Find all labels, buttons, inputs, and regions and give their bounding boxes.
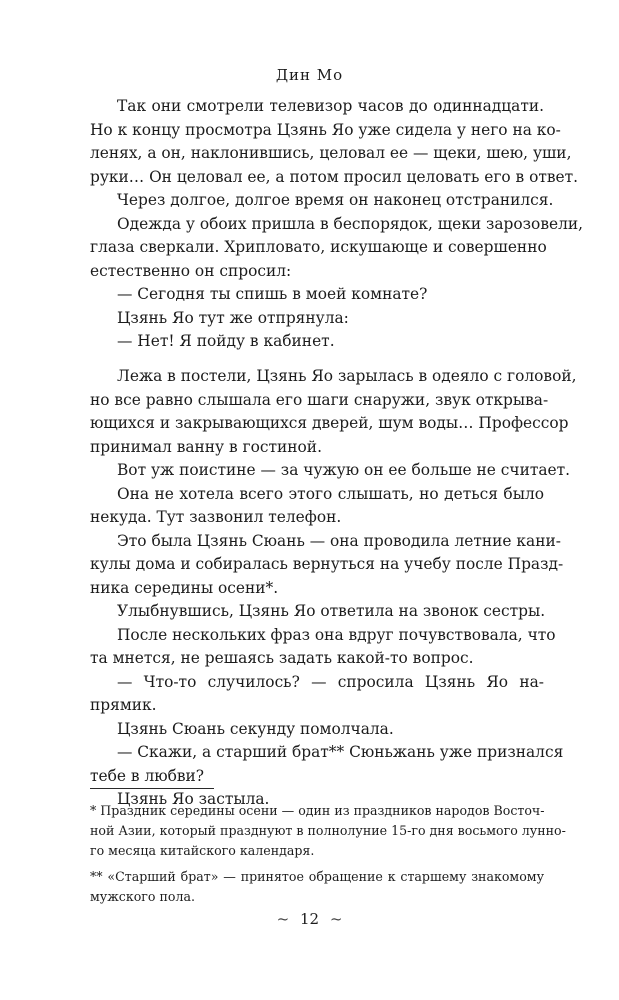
body-line: Улыбнувшись, Цзянь Яо ответила на звонок сестры. [117, 602, 546, 620]
body-line: Лежа в постели, Цзянь Яо зарылась в одеяло с головой, [117, 367, 577, 385]
body-line: но все равно слышала его шаги снаружи, звук открыва- [90, 390, 549, 409]
body-line: — Сегодня ты спишь в моей комнате? [117, 285, 428, 303]
footnote-line: мужского пола. [90, 889, 195, 904]
body-line: ленях, а он, наклонившись, целовал ее — щеки, шею, уши, [90, 144, 572, 162]
body-line: Цзянь Яо тут же отпрянула: [117, 308, 349, 327]
body-line: некуда. Тут зазвонил телефон. [90, 508, 342, 526]
page-number-value: 12 [299, 910, 320, 928]
body-line: Через долгое, долгое время он наконец отстранился. [117, 191, 554, 209]
body-line: Цзянь Яо застыла. [117, 790, 270, 808]
page-number [0, 910, 619, 928]
body-line: глаза сверкали. Хрипловато, искушающе и совершенно [90, 238, 547, 256]
body-line: Она не хотела всего этого слышать, но деться было [117, 484, 544, 503]
body-line: ющихся и закрывающихся дверей, шум воды… Профессор [90, 414, 569, 432]
body-line: Но к концу просмотра Цзянь Яо уже сидела у него на ко- [90, 120, 561, 139]
footnote-line: ной Азии, который празднуют в полнолуние 15-го дня восьмого лунно- [90, 823, 566, 838]
body-line: Вот уж поистине — за чужую он ее больше не считает. [117, 461, 571, 479]
body-line: тебе в любви? [90, 766, 205, 785]
body-line: Это была Цзянь Сюань — она проводила летние кани- [117, 531, 561, 550]
body-line: — Скажи, а старший брат** Сюньжань уже признался [117, 743, 564, 761]
body-line: руки… Он целовал ее, а потом просил целовать его в ответ. [90, 167, 579, 186]
body-line: Цзянь Сюань секунду помолчала. [117, 719, 394, 738]
body-line: — Что-то случилось? — спросила Цзянь Яо на- [117, 672, 544, 691]
body-line: — Нет! Я пойду в кабинет. [117, 332, 335, 350]
body-line: кулы дома и собиралась вернуться на учебу после Празд- [90, 555, 564, 573]
body-line: Так они смотрели телевизор часов до одиннадцати. [117, 97, 544, 115]
body-line: Одежда у обоих пришла в беспорядок, щеки зарозовели, [117, 214, 584, 233]
footnote-line: * Праздник середины осени — один из праздников народов Восточ- [90, 803, 545, 818]
footnote-divider [90, 788, 214, 789]
footnote-line: ** «Старший брат» — принятое обращение к старшему знакомому [90, 869, 544, 884]
page-number-ornament-right: ~ [329, 910, 343, 928]
page-number-ornament-left: ~ [276, 910, 290, 928]
body-line: та мнется, не решаясь задать какой-то вопрос. [90, 649, 474, 667]
running-header: Дин Мо [275, 66, 344, 84]
body-line: естественно он спросил: [90, 261, 292, 280]
body-line: После нескольких фраз она вдруг почувствовала, что [117, 625, 556, 644]
footnote-line: го месяца китайского календаря. [90, 843, 315, 858]
body-line: ника середины осени*. [90, 578, 279, 597]
body-line: принимал ванну в гостиной. [90, 437, 322, 456]
body-line: прямик. [90, 696, 157, 714]
